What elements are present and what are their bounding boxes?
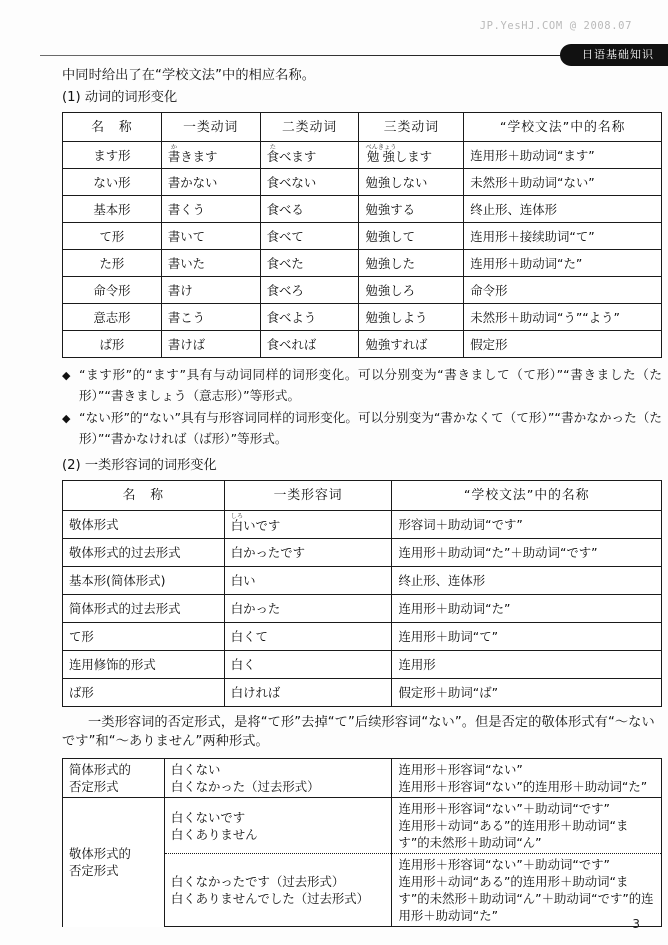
section-heading-2: (2) 一类形容词的词形变化 xyxy=(62,458,217,473)
form-name: 基本形(简体形式) xyxy=(63,567,225,595)
school-grammar-desc: 未然形＋助动词“ない” xyxy=(464,169,662,196)
table-row xyxy=(63,511,662,539)
type2-verb: 食べれば xyxy=(260,331,359,358)
school-grammar-desc: 连用形＋助动词“た”＋助动词“です” xyxy=(392,539,662,567)
col-header-type3: 三类动词 xyxy=(359,113,464,142)
type3-verb: 勉強しよう xyxy=(359,304,464,331)
col-header-school-grammar: “学校文法”中的名称 xyxy=(464,113,662,142)
adjective-form: 白い xyxy=(224,567,392,595)
school-grammar-desc: 连用形 xyxy=(392,651,662,679)
school-grammar-desc: 连用形＋助词“て” xyxy=(392,623,662,651)
section-heading-1: (1) 动词的词形变化 xyxy=(62,90,178,105)
type1-verb: 書くう xyxy=(161,196,260,223)
type2-verb: 食べて xyxy=(260,223,359,250)
grammar-line: 连用形＋动词“ある”的连用形＋助动词“ます”的未然形＋助动词“ん” xyxy=(398,818,629,850)
example-line: 白くない xyxy=(170,762,221,777)
page-number: 3 xyxy=(632,917,640,931)
grammar-line: 连用形＋形容词“ない”＋助动词“です” xyxy=(398,857,610,872)
table-row xyxy=(63,759,662,798)
table-row xyxy=(63,595,662,623)
type2-verb: 食べよう xyxy=(260,304,359,331)
example-line: 白くなかったです（过去形式） xyxy=(170,874,345,889)
school-grammar-desc: 未然形＋助动词“う”“よう” xyxy=(464,304,662,331)
table-row xyxy=(63,331,662,358)
school-grammar-desc: 连用形＋助动词“た” xyxy=(464,250,662,277)
form-name: 简体形式的过去形式 xyxy=(63,595,225,623)
table-row xyxy=(63,142,662,169)
ruby-base: 白 xyxy=(230,518,244,533)
notes-bullet-list xyxy=(62,365,662,449)
ruby-annotation: しろ xyxy=(230,513,244,520)
table-row xyxy=(63,623,662,651)
type2-verb-ruby xyxy=(260,142,359,169)
school-grammar-desc xyxy=(392,854,662,927)
negative-form-note: 一类形容词的否定形式，是将“て形”去掉“て”后续形容词“ない”。但是否定的敬体形式有“～ないです”和“～ありません”两种形式。 xyxy=(62,715,655,749)
page-content xyxy=(62,66,662,927)
negative-forms-table xyxy=(62,758,662,927)
form-name: て形 xyxy=(63,623,225,651)
example-line: 白くなかった（过去形式） xyxy=(170,779,320,794)
type1-verb: 書いて xyxy=(161,223,260,250)
verb-conjugation-table xyxy=(62,112,662,358)
grammar-line: 连用形＋动词“ある”的连用形＋助动词“ます”的未然形＋助动词“ん”＋助动词“です”的连用形＋助动词“た” xyxy=(398,874,654,923)
type1-verb-ruby xyxy=(161,142,260,169)
intro-line: 中同时给出了在“学校文法”中的相应名称。 xyxy=(62,68,316,83)
category-line-2: 否定形式 xyxy=(69,779,119,794)
type2-verb: 食べない xyxy=(260,169,359,196)
ruby-annotation: か xyxy=(167,143,181,151)
table-row xyxy=(63,567,662,595)
form-name: 连用修饰的形式 xyxy=(63,651,225,679)
col-header-name: 名 称 xyxy=(63,481,225,511)
table-row xyxy=(63,798,662,854)
table-row xyxy=(63,196,662,223)
form-name: 敬体形式 xyxy=(63,511,225,539)
negative-form-examples xyxy=(164,854,392,927)
table-row xyxy=(63,679,662,707)
ruby-tail: べます xyxy=(279,148,317,164)
adjective-form: 白ければ xyxy=(224,679,392,707)
ruby-base: 食 xyxy=(266,148,280,164)
bullet-text: “ない形”的“ない”具有与形容词同样的词形变化。可以分别变为“書かなくて（て形）”“書かなかった（た形）”“書かなければ（ば形）”等形式。 xyxy=(79,410,662,446)
ruby-base: 勉強 xyxy=(365,148,397,164)
form-name: ない形 xyxy=(63,169,162,196)
col-header-type2: 二类动词 xyxy=(260,113,359,142)
form-name: ば形 xyxy=(63,679,225,707)
type1-verb: 書け xyxy=(161,277,260,304)
type3-verb: 勉強した xyxy=(359,250,464,277)
table-row xyxy=(63,539,662,567)
type1-verb: 書かない xyxy=(161,169,260,196)
table-header-row xyxy=(63,113,662,142)
table-row xyxy=(63,223,662,250)
ruby-annotation: べんきょう xyxy=(365,143,397,151)
watermark-text: JP.YesHJ.COM @ 2008.07 xyxy=(479,20,632,32)
form-name: 意志形 xyxy=(63,304,162,331)
table-row xyxy=(63,651,662,679)
school-grammar-desc: 命令形 xyxy=(464,277,662,304)
adjective-form-ruby xyxy=(224,511,392,539)
example-line: 白くないです xyxy=(170,809,246,825)
school-grammar-desc xyxy=(392,759,662,798)
col-header-type1: 一类动词 xyxy=(161,113,260,142)
ruby-base: 書 xyxy=(167,148,181,164)
adjective-form: 白く xyxy=(224,651,392,679)
table-row xyxy=(63,277,662,304)
table-header-row xyxy=(63,481,662,511)
table-row xyxy=(63,304,662,331)
grammar-line: 连用形＋形容词“ない” xyxy=(398,762,523,777)
school-grammar-desc: 假定形＋助词“ば” xyxy=(392,679,662,707)
grammar-line: 连用形＋形容词“ない”＋助动词“です” xyxy=(398,801,610,816)
school-grammar-desc: 终止形、连体形 xyxy=(392,567,662,595)
form-name: 敬体形式的过去形式 xyxy=(63,539,225,567)
bullet-item xyxy=(62,408,662,449)
type3-verb: 勉強しない xyxy=(359,169,464,196)
bullet-text: “ます形”的“ます”具有与动词同样的词形变化。可以分别变为“書きまして（て形）”“書きました（た形）”“書きましょう（意志形）”等形式。 xyxy=(79,367,662,403)
type2-verb: 食べる xyxy=(260,196,359,223)
col-header-name: 名 称 xyxy=(63,113,162,142)
diamond-bullet-icon: ◆ xyxy=(62,369,71,382)
form-name: ば形 xyxy=(63,331,162,358)
type3-verb: 勉強して xyxy=(359,223,464,250)
type1-verb: 書こう xyxy=(161,304,260,331)
header-section-tab: 日语基础知识 xyxy=(560,44,668,66)
adjective-conjugation-table xyxy=(62,480,662,707)
category-line-1: 敬体形式的 xyxy=(69,846,131,862)
adjective-form: 白かった xyxy=(224,595,392,623)
school-grammar-desc: 形容词＋助动词“です” xyxy=(392,511,662,539)
type1-verb: 書けば xyxy=(161,331,260,358)
school-grammar-desc: 连用形＋接续助词“て” xyxy=(464,223,662,250)
school-grammar-desc xyxy=(392,798,662,854)
school-grammar-desc: 连用形＋助动词“た” xyxy=(392,595,662,623)
form-category-name xyxy=(63,759,165,798)
type2-verb: 食べた xyxy=(260,250,359,277)
negative-form-examples xyxy=(164,759,392,798)
ruby-tail: きます xyxy=(180,148,218,164)
form-name: 基本形 xyxy=(63,196,162,223)
adjective-form: 白くて xyxy=(224,623,392,651)
form-name: て形 xyxy=(63,223,162,250)
example-line: 白くありません xyxy=(170,826,258,842)
grammar-line: 连用形＋形容词“ない”的连用形＋助动词“た” xyxy=(398,779,648,794)
category-line-2: 否定形式 xyxy=(69,863,119,879)
school-grammar-desc: 终止形、连体形 xyxy=(464,196,662,223)
col-header-school-grammar: “学校文法”中的名称 xyxy=(392,481,662,511)
ruby-annotation: た xyxy=(266,143,280,151)
form-name: 命令形 xyxy=(63,277,162,304)
diamond-bullet-icon: ◆ xyxy=(62,412,71,425)
form-name: た形 xyxy=(63,250,162,277)
type3-verb-ruby xyxy=(359,142,464,169)
type1-verb: 書いた xyxy=(161,250,260,277)
table-row xyxy=(63,169,662,196)
ruby-tail: します xyxy=(394,148,433,164)
adjective-form: 白かったです xyxy=(224,539,392,567)
bullet-item xyxy=(62,365,662,406)
form-name: ます形 xyxy=(63,142,162,169)
table-row xyxy=(63,250,662,277)
example-line: 白くありませんでした（过去形式） xyxy=(170,891,370,906)
type3-verb: 勉強しろ xyxy=(359,277,464,304)
school-grammar-desc: 假定形 xyxy=(464,331,662,358)
col-header-adjective: 一类形容词 xyxy=(224,481,392,511)
type3-verb: 勉強すれば xyxy=(359,331,464,358)
form-category-name xyxy=(63,798,165,927)
school-grammar-desc: 连用形＋助动词“ます” xyxy=(464,142,662,169)
ruby-tail: いです xyxy=(243,518,281,533)
negative-form-examples xyxy=(164,798,392,854)
type3-verb: 勉強する xyxy=(359,196,464,223)
type2-verb: 食べろ xyxy=(260,277,359,304)
category-line-1: 简体形式的 xyxy=(69,762,131,777)
